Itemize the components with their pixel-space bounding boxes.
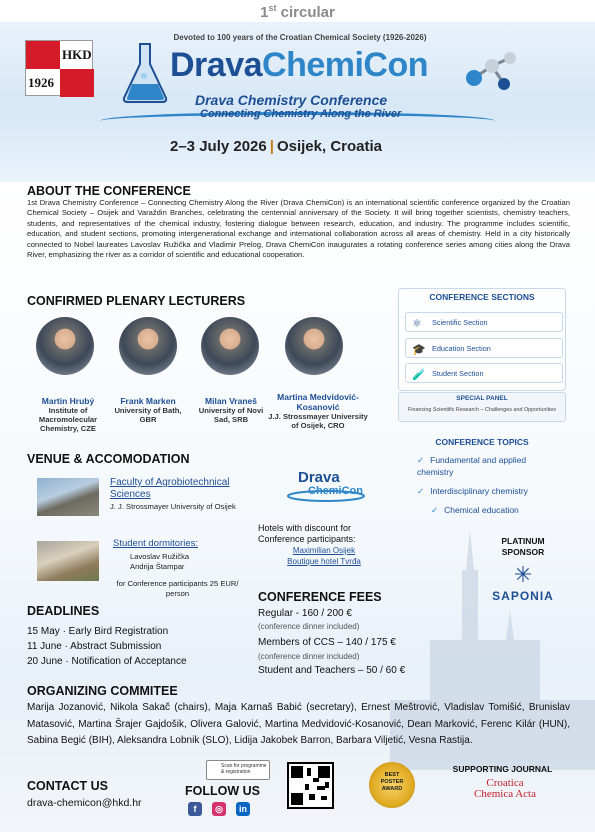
flask-icon: [120, 40, 170, 104]
lecturer-card: [32, 396, 104, 433]
lecturer-affiliation: J.J. Strossmayer University of Osijek, CRO: [268, 412, 368, 430]
facebook-icon[interactable]: f: [188, 802, 202, 816]
fee-members: Members of CCS – 140 / 175 €: [258, 637, 396, 648]
lecturer-photo: [201, 317, 259, 375]
conference-tagline: Connecting Chemistry Along the River: [200, 108, 402, 120]
faculty-photo: [37, 478, 99, 516]
svg-text:ChemiCon: ChemiCon: [308, 485, 363, 497]
journal-heading: SUPPORTING JOURNAL: [452, 764, 553, 774]
section-item-scientific: ⚛ Scientific Section: [405, 312, 563, 332]
topic-item: ✓ Chemical education: [431, 505, 519, 515]
deadline-item: 11 June · Abstract Submission: [27, 641, 162, 652]
fee-note: (conference dinner included): [258, 652, 360, 661]
dormitory-names: Lavoslav Ružička Andrija Štampar: [130, 552, 190, 571]
lecturer-affiliation: University of Bath, GBR: [114, 406, 182, 424]
instagram-icon[interactable]: ◎: [212, 802, 226, 816]
section-item-education: 🎓 Education Section: [405, 338, 563, 358]
section-item-student: 🧪 Student Section: [405, 363, 563, 383]
sponsor-name: SAPONIA: [492, 589, 554, 603]
follow-heading: FOLLOW US: [185, 784, 260, 798]
venue-heading: VENUE & ACCOMODATION: [27, 452, 190, 466]
lecturer-photo: [119, 317, 177, 375]
platinum-sponsor-label: PLATINUM SPONSOR: [501, 536, 545, 557]
lecturer-photo: [285, 317, 343, 375]
scan-label: Scan for programme & registration: [206, 760, 270, 780]
about-heading: ABOUT THE CONFERENCE: [27, 184, 191, 198]
devoted-text: Devoted to 100 years of the Croatian Chemical Society (1926-2026): [173, 33, 427, 42]
lecturer-name: Milan Vraneš: [205, 396, 257, 406]
brand-title: DravaChemiCon: [170, 46, 429, 84]
molecule-icon: [460, 48, 520, 93]
lecturer-card: [112, 396, 184, 424]
hotel-link[interactable]: Boutique hotel Tvrđa: [287, 557, 361, 566]
atom-icon: ⚛: [412, 318, 422, 330]
deadlines-heading: DEADLINES: [27, 604, 100, 618]
check-icon: ✓: [417, 455, 425, 465]
sections-heading: CONFERENCE SECTIONS: [429, 292, 535, 302]
linkedin-icon[interactable]: in: [236, 802, 250, 816]
circular-label: 1st circular: [260, 3, 335, 21]
fees-heading: CONFERENCE FEES: [258, 590, 382, 604]
svg-text:Drava: Drava: [298, 469, 340, 486]
deadline-item: 20 June · Notification of Acceptance: [27, 656, 187, 667]
test-tube-icon: 🧪: [412, 369, 426, 381]
check-icon: ✓: [417, 486, 425, 496]
lecturer-affiliation: University of Novi Sad, SRB: [198, 406, 264, 424]
date-location: 2–3 July 2026 | Osijek, Croatia: [170, 138, 382, 155]
deadline-item: 15 May · Early Bird Registration: [27, 626, 169, 637]
dormitory-photo: [37, 541, 99, 581]
conference-subtitle: Drava Chemistry Conference: [195, 92, 388, 108]
lecturer-affiliation: Institute of Macromolecular Chemistry, CZE: [38, 406, 98, 433]
fee-students: Student and Teachers – 50 / 60 €: [258, 665, 406, 676]
hkd-logo: HKD 1926: [25, 40, 93, 96]
best-poster-award-badge: BEST POSTER AWARD: [369, 762, 415, 808]
lecturer-photo: [36, 317, 94, 375]
lecturer-name: Martina Medvidović-Kosanović: [277, 392, 359, 412]
dormitories-link[interactable]: Student dormitories:: [113, 538, 199, 549]
dormitory-price: for Conference participants 25 EUR/ person: [116, 579, 239, 598]
hotel-link[interactable]: Maximilian Osijek: [292, 546, 356, 555]
hotels-info: Hotels with discount for Conference participants: Maximilian Osijek Boutique hotel Tvrđa: [258, 523, 390, 567]
lecturer-card: [196, 396, 266, 424]
committee-text: Marija Jozanović, Nikola Sakač (chairs), Maja Karnaš Babić (secretary), Ernest Meštrović, Vladislav Tomišić, Brunislav Matasović, Martina Šrajer Gajdošik, Olivera Galović, Martina Medvidović-Kosanović, Dean Marković, Ferenc Kilár (HUN), Sabina Begić (BIH), Aleksandra Lobnik (SLO), Lidija Jakobek Barron, Barbara Viljetić, Vesna Rastija.: [27, 702, 570, 746]
lecturer-name: Frank Marken: [120, 396, 176, 406]
journal-logo: Croatica Chemica Acta: [473, 777, 536, 800]
graduation-cap-icon: 🎓: [412, 344, 426, 356]
committee-heading: ORGANIZING COMMITEE: [27, 684, 178, 698]
topics-heading: CONFERENCE TOPICS: [435, 437, 529, 447]
qr-code[interactable]: [287, 762, 334, 809]
faculty-link[interactable]: Faculty of Agrobiotechnical Sciences: [110, 477, 230, 500]
check-icon: ✓: [431, 505, 439, 515]
saponia-star-icon: ✳: [513, 562, 533, 587]
fee-note: (conference dinner included): [258, 622, 360, 631]
contact-heading: CONTACT US: [27, 779, 109, 793]
lecturer-name: Martin Hrubý: [41, 396, 95, 406]
about-text: 1st Drava Chemistry Conference – Connecting Chemistry Along the River (Drava ChemiCon) is an international scientific conference organized by the Croatian Chemical Society – Osijek and Varaždin Branches, celebrating the centennial anniversary of the Society. It will bring together scientists, chemistry teachers, students, and representatives of the chemical industry, fostering dialogue between research, education, and industry. The programme includes scientific, education, and student sections, promoting intergenerational exchange and international collaboration across all areas of chemistry. Held in a city historically connected to Nobel laureates Lavoslav Ružička and Vladimir Prelog, Drava ChemiCon inaugurates a rotating conference series among cities along the Drava River, emphasizing the river as a corridor of scientific and educational cooperation.: [27, 198, 570, 260]
fee-regular: Regular - 160 / 200 €: [258, 608, 352, 619]
contact-email[interactable]: drava-chemicon@hkd.hr: [27, 797, 142, 809]
lecturer-card: [268, 392, 368, 430]
faculty-university: J. J. Strossmayer University of Osijek: [110, 502, 236, 511]
plenary-heading: CONFIRMED PLENARY LECTURERS: [27, 294, 246, 308]
topic-item: ✓ Fundamental and applied chemistry: [417, 455, 527, 477]
topic-item: ✓ Interdisciplinary chemistry: [417, 486, 528, 496]
special-panel-text: Financing Scientific Research – Challenges and Opportunities: [407, 407, 557, 413]
drava-chemicon-small-logo: [286, 462, 366, 504]
special-panel-heading: SPECIAL PANEL: [456, 395, 508, 402]
